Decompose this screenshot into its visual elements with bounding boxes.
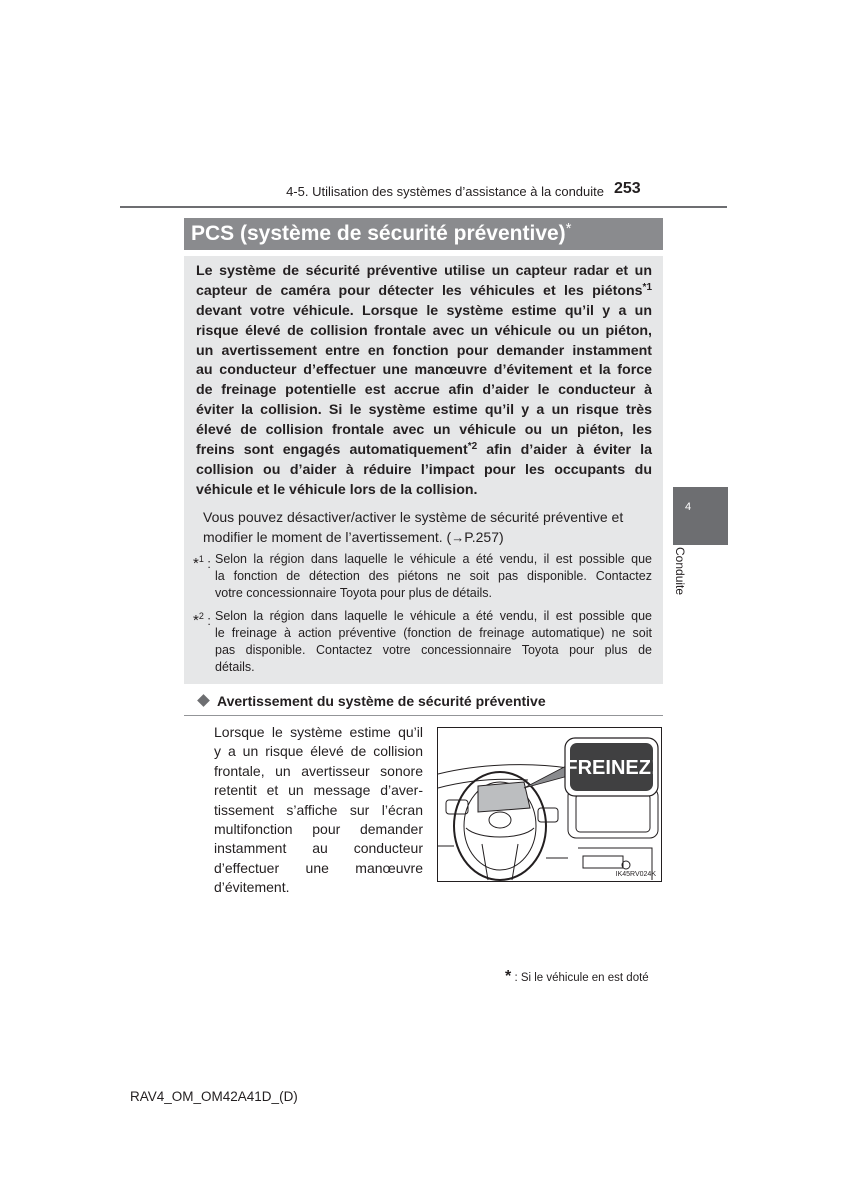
- document-code: RAV4_OM_OM42A41D_(D): [130, 1089, 298, 1104]
- intro-line: au conducteur d’effectuer une manœuvre d’évitement et la force: [196, 362, 652, 379]
- multi-information-display: [478, 782, 530, 812]
- availability-asterisk: *: [505, 968, 512, 985]
- availability-note: [505, 968, 649, 986]
- footnote-marker: *$^2$ :: [193, 611, 211, 629]
- section-title-text: PCS (système de sécurité préventive): [191, 222, 566, 245]
- body-line: tissement s’affiche sur l’écran: [214, 801, 423, 818]
- note-line: Vous pouvez désactiver/activer le système de sécurité préventive et: [203, 509, 624, 525]
- intro-line: risque élevé de collision frontale avec un véhicule ou un piéton,: [196, 322, 652, 339]
- body-line: d’évitement.: [214, 879, 290, 896]
- chapter-number: 4: [684, 501, 692, 513]
- footnote-2: [193, 608, 655, 678]
- footnote-text: [215, 551, 652, 602]
- intro-line: véhicule et le véhicule lors de la collision.: [196, 481, 478, 498]
- section-title: [184, 218, 663, 250]
- dashboard-drawing: [438, 728, 661, 881]
- note-line: [203, 527, 655, 548]
- section-title-marker: *: [565, 220, 572, 237]
- intro-paragraph: [196, 262, 652, 501]
- intro-line: un avertissement entre en fonction pour demander instamment: [196, 342, 652, 359]
- intro-line-tail: afin d’aider à éviter la: [477, 442, 652, 459]
- footnote-line: le freinage à action préventive (fonction de freinage automatique) ne soit: [215, 625, 652, 640]
- footnote-line: pas disponible. Contactez votre concessionnaire Toyota pour plus de: [215, 642, 652, 657]
- intro-line: Le système de sécurité préventive utilise un capteur radar et un: [196, 263, 652, 279]
- callout-pointer: [524, 764, 570, 788]
- body-line: frontale, un avertisseur sonore: [214, 762, 423, 779]
- warning-text: FREINEZ!: [565, 757, 658, 779]
- subsection-body: [214, 723, 423, 898]
- footnote-line: détails.: [215, 659, 255, 674]
- availability-text: : Si le véhicule en est doté: [514, 972, 649, 984]
- arrow-icon: →: [451, 530, 465, 545]
- subsection-divider: [184, 715, 663, 716]
- running-header: 4-5. Utilisation des systèmes d’assistance à la conduite: [286, 184, 604, 199]
- intro-line-text: freins sont engagés automatiquement: [196, 442, 468, 459]
- footnote-text: [215, 608, 652, 676]
- page-reference-link[interactable]: P.257): [464, 529, 504, 545]
- diamond-bullet-icon: [197, 694, 210, 707]
- intro-line: [196, 282, 652, 302]
- chapter-label-text: Conduite: [673, 547, 687, 596]
- note-paragraph: [203, 507, 655, 548]
- footnote-1: [193, 551, 655, 603]
- header-divider: [120, 206, 727, 208]
- page-number: 253: [614, 180, 641, 197]
- intro-line: éviter la collision. Si le système estime qu’il y a un risque très: [196, 402, 652, 419]
- chapter-label: [673, 547, 697, 607]
- dashboard-illustration: [437, 727, 662, 882]
- intro-line: collision ou d’aider à réduire l’impact pour les occupants du: [196, 461, 652, 478]
- footnote-ref: *2: [467, 441, 478, 453]
- intro-line: de freinage potentielle est accrue afin d’aider le conducteur à: [196, 382, 652, 399]
- intro-line-text: capteur de caméra pour détecter les véhicules et les piétons: [196, 282, 643, 299]
- body-line: retentit et un message d’aver-: [214, 782, 423, 799]
- footnote-line: Selon la région dans laquelle le véhicule a été vendu, il est possible que: [215, 552, 652, 566]
- body-line: Lorsque le système estime qu’il: [214, 724, 423, 740]
- body-line: y a un risque élevé de collision: [214, 743, 423, 760]
- intro-line: [196, 441, 652, 461]
- intro-line: élevé de collision frontale avec un véhicule ou un piéton, les: [196, 422, 652, 439]
- note-line-text: modifier le moment de l’avertissement. (: [203, 529, 452, 545]
- image-code: IK45RV024K: [615, 871, 656, 878]
- footnote-ref: *1: [642, 281, 652, 293]
- body-line: multifonction pour demander: [214, 820, 423, 837]
- chapter-tab[interactable]: [673, 487, 728, 545]
- footnote-marker: *$^1$ :: [193, 554, 211, 572]
- footnote-line: la fonction de détection des piétons ne soit pas disponible. Contactez: [215, 568, 652, 583]
- footnote-line: votre concessionnaire Toyota pour plus de détails.: [215, 585, 493, 600]
- footnote-line: Selon la région dans laquelle le véhicule a été vendu, il est possible que: [215, 609, 652, 623]
- body-line: d’effectuer une manœuvre: [214, 859, 423, 876]
- subsection-heading: [195, 693, 546, 709]
- intro-line: devant votre véhicule. Lorsque le système estime qu’il y a un: [196, 302, 652, 319]
- body-line: instamment au conducteur: [214, 840, 423, 857]
- subsection-title: Avertissement du système de sécurité préventive: [217, 693, 546, 709]
